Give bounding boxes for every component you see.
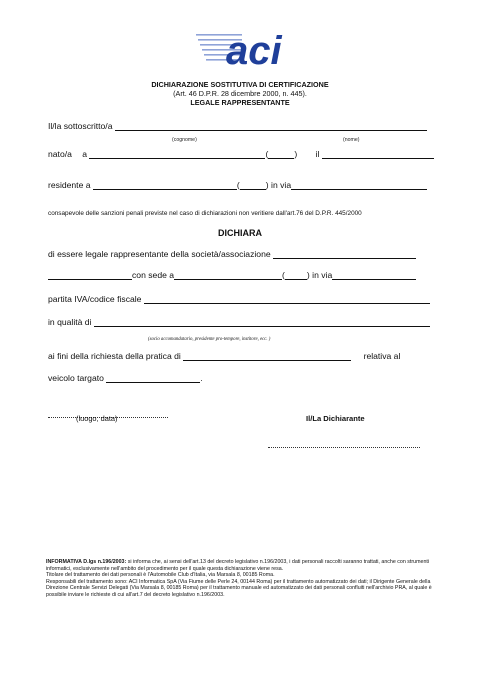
informativa-text1: si informa che, ai sensi dell'art.13 del decreto legislativo n.196/2003, i dati personali raccolti saranno trattati, anche con strumenti informatici, esclusivamente nell'ambito del procedimento per il quale questa dichiarazione viene resa. [46,559,430,572]
paren-open: ( [265,149,269,159]
field-provincia-nascita[interactable] [268,149,294,159]
label-piva: partita IVA/codice fiscale [48,294,142,304]
field-sede[interactable] [174,270,282,280]
row-legale [48,249,416,259]
row-piva [48,294,430,304]
field-via-sede[interactable] [332,270,416,280]
paren-open-res: ( [236,180,240,190]
signature-field[interactable] [268,430,420,448]
field-qualita[interactable] [94,317,430,327]
aci-logo-graphic [196,26,288,70]
label-a: a [82,149,88,159]
informativa-heading: INFORMATIVA D.lgs n.196/2003: [46,559,127,565]
doc-title: DICHIARAZIONE SOSTITUTIVA DI CERTIFICAZIONE [151,80,329,89]
field-luogo-nascita[interactable] [89,149,265,159]
label-qualita: in qualità di [48,317,92,327]
label-il: il [315,149,320,159]
field-provincia-residenza[interactable] [240,180,266,190]
informativa-block [46,559,436,599]
label-con-sede: con sede a [132,270,175,280]
label-veicolo: veicolo targato [48,373,104,383]
informativa-p3: Responsabili del trattamento sono: ACI Informatica SpA (Via Fiume delle Perle 24, 00144 Roma) per il trattamento automatizzato dei dati; il Dirigente Generale della Direzione Centrale Servizi Delegati (Via Marsala 8, 00185 Roma) per il trattamento manuale ed automatizzato dei dati personali confluiti nell'archivio PRA, al quale è possibile inviare le richieste di cui all'art.7 del decreto legislativo n.196/2003. [46,578,432,598]
row-fini [48,351,400,361]
label-in-via: ) in via [265,180,292,190]
hint-nome: (nome) [343,137,360,143]
field-piva[interactable] [144,294,430,304]
label-nato: nato/a [48,149,72,159]
label-fini: ai fini della richiesta della pratica di [48,351,181,361]
field-data-nascita[interactable] [322,149,434,159]
field-via-residenza[interactable] [291,180,427,190]
label-dichiarante: Il/La Dichiarante [306,414,365,423]
row-nato [48,149,434,159]
label-luogo-data: (luogo, data) [76,414,118,423]
field-targa[interactable] [106,373,203,383]
row-veicolo [48,373,203,383]
aci-logo [196,26,288,70]
label-legale: di essere legale rappresentante della società/associazione [48,249,271,259]
doc-subtitle-role: LEGALE RAPPRESENTANTE [190,98,290,107]
field-societa-cont[interactable] [48,270,132,280]
field-societa[interactable] [273,249,416,259]
doc-subtitle: (Art. 46 D.P.R. 28 dicembre 2000, n. 445). [173,89,307,98]
paren-open-sede: ( [282,270,285,280]
field-provincia-sede[interactable] [285,270,307,280]
row-qualita [48,317,430,327]
row-residente [48,180,427,190]
heading-dichiara: DICHIARA [218,228,262,238]
hint-cognome: (cognome) [172,137,197,143]
field-pratica[interactable] [183,351,351,361]
informativa-p1 [46,559,436,572]
informativa-p2: Titolare del trattamento dei dati personali è l'Automobile Club d'Italia, via Marsala 8, 00185 Roma. [46,572,275,579]
row-sottoscritto [48,121,427,131]
aci-logo-text: aci [226,29,282,70]
label-veicolo-end: . [200,373,203,383]
paren-close: ) [294,149,298,159]
text-consapevole: consapevole delle sanzioni penali previste nel caso di dichiarazioni non veritiere dall'art.76 del D.P.R. 445/2000 [48,210,362,217]
row-sede [48,270,416,280]
hint-qualita: (socio accomandatario, presidente pro-tempore, institore, ecc. ) [148,337,271,342]
label-relativa: relativa al [363,351,401,361]
field-sottoscritto[interactable] [115,121,427,131]
field-residenza[interactable] [93,180,237,190]
label-sottoscritto: Il/la sottoscritto/a [48,121,113,131]
label-in-via-sede: ) in via [306,270,333,280]
label-residente: residente a [48,180,91,190]
